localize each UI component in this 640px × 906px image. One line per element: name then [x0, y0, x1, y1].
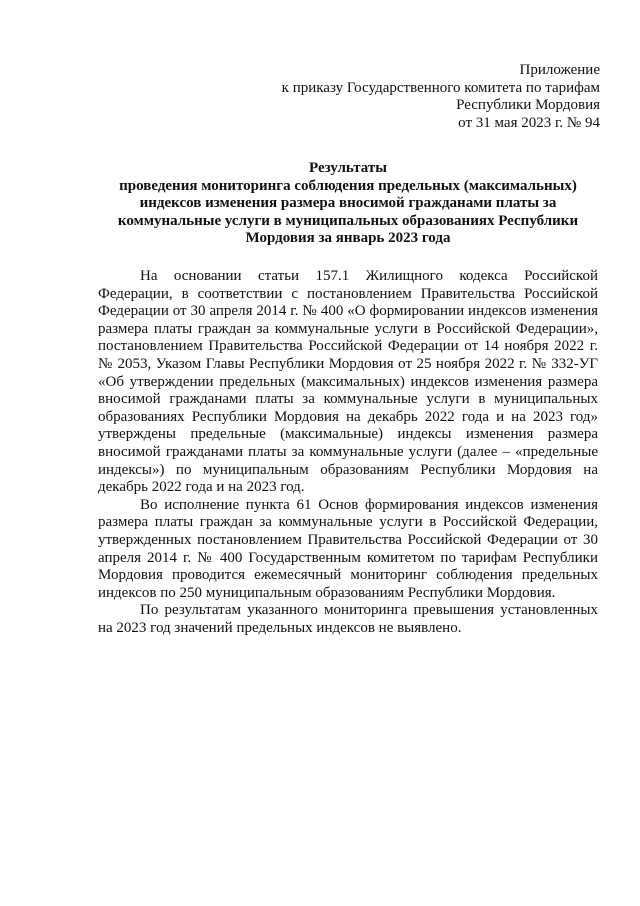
appendix-order-ref: к приказу Государственного комитета по тарифам: [281, 79, 600, 96]
title-line-4: коммунальные услуги в муниципальных образованиях Республики: [117, 212, 579, 229]
paragraph-legal-basis: На основании статьи 157.1 Жилищного кодекса Российской Федерации, в соответствии с постановлением Правительства Российской Федерации от 30 апреля 2014 г. № 400 «О формировании индексов изменения размера платы граждан за коммунальные услуги в Российской Федерации», постановлением Правительства Российской Федерации от 14 ноября 2022 г. № 2053, Указом Главы Республики Мордовия от 25 ноября 2022 г. № 332-УГ «Об утверждении предельных (максимальных) индексов изменения размера вносимой гражданами платы за коммунальные услуги в муниципальных образованиях Республики Мордовия на декабрь 2022 года и на 2023 год» утверждены предельные (максимальные) индексы изменения размера вносимой гражданами платы за коммунальные услуги (далее – «предельные индексы») по муниципальным образованиям Республики Мордовия на декабрь 2022 года и на 2023 год.: [98, 268, 598, 496]
document-title: [98, 160, 598, 248]
paragraph-monitoring: Во исполнение пункта 61 Основ формирования индексов изменения размера платы граждан за коммунальные услуги в Российской Федерации, утвержденных постановлением Правительства Российской Федерации от 30 апреля 2014 г. № 400 Государственным комитетом по тарифам Республики Мордовия проводится ежемесячный мониторинг соблюдения предельных индексов по 250 муниципальным образованиям Республики Мордовия.: [98, 496, 598, 601]
title-line-3: индексов изменения размера вносимой гражданами платы за: [139, 195, 557, 211]
paragraph-results: По результатам указанного мониторинга превышения установленных на 2023 год значений предельных индексов не выявлено.: [98, 602, 598, 636]
appendix-label: Приложение: [519, 62, 600, 78]
appendix-region: Республики Мордовия: [456, 97, 600, 113]
title-line-1: Результаты: [309, 160, 387, 176]
document-body: [98, 268, 598, 637]
title-line-5: Мордовия за январь 2023 года: [245, 230, 451, 246]
appendix-header: [282, 62, 600, 132]
title-line-2: проведения мониторинга соблюдения предельных (максимальных): [119, 177, 577, 194]
appendix-date-number: от 31 мая 2023 г. № 94: [458, 114, 600, 131]
